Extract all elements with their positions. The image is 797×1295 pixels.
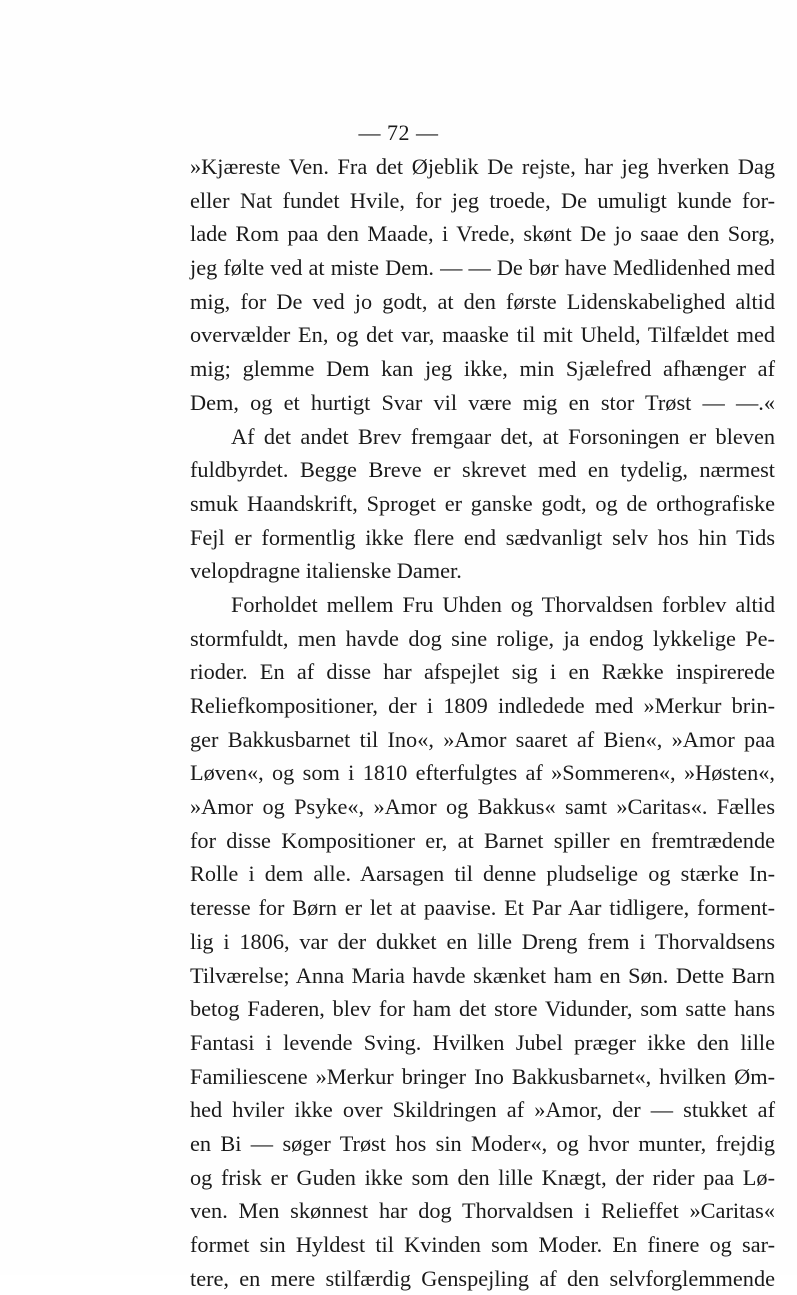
page-number: — 72 — [358, 120, 439, 145]
text-line: teresse for Børn er let at paavise. Et Par Aar tidligere, forment- [190, 895, 775, 921]
text-line: for disse Kompositioner er, at Barnet spiller en fremtrædende [190, 827, 775, 853]
text-line: mig, for De ved jo godt, at den første Lidenskabelighed altid [190, 288, 775, 314]
text-line: ger Bakkusbarnet til Ino«, »Amor saaret af Bien«, »Amor paa [190, 726, 775, 752]
text-line: overvælder En, og det var, maaske til mit Uheld, Tilfældet med [190, 322, 775, 348]
text-line: Dem, og et hurtigt Svar vil være mig en stor Trøst — —.« [190, 389, 775, 415]
text-line: velopdragne italienske Damer. [190, 558, 462, 584]
text-line: Fantasi i levende Sving. Hvilken Jubel præger ikke den lille [190, 1029, 775, 1055]
text-line: ven. Men skønnest har dog Thorvaldsen i Relieffet »Caritas« [190, 1198, 775, 1224]
text-line: Fejl er formentlig ikke flere end sædvanligt selv hos hin Tids [190, 524, 775, 550]
text-line: Løven«, og som i 1810 efterfulgtes af »Sommeren«, »Høsten«, [190, 760, 775, 786]
text-line: »Amor og Psyke«, »Amor og Bakkus« samt »Caritas«. Fælles [190, 794, 775, 820]
text-line: betog Faderen, blev for ham det store Vidunder, som satte hans [190, 996, 775, 1022]
text-line: Af det andet Brev fremgaar det, at Forsoningen er bleven [231, 423, 775, 449]
text-line: hed hviler ikke over Skildringen af »Amor, der — stukket af [190, 1097, 775, 1123]
text-line: eller Nat fundet Hvile, for jeg troede, De umuligt kunde for- [190, 187, 775, 213]
text-line: Reliefkompositioner, der i 1809 indledede med »Merkur brin- [190, 693, 775, 718]
text-line: lade Rom paa den Maade, i Vrede, skønt De jo saae den Sorg, [190, 221, 775, 247]
text-line: formet sin Hyldest til Kvinden som Moder. En finere og sar- [190, 1232, 775, 1257]
text-line: rioder. En af disse har afspejlet sig i en Række inspirerede [190, 659, 775, 685]
text-line: mig; glemme Dem kan jeg ikke, min Sjælefred afhænger af [190, 356, 775, 382]
text-line: »Kjæreste Ven. Fra det Øjeblik De rejste, har jeg hverken Dag [190, 154, 775, 179]
text-line: en Bi — søger Trøst hos sin Moder«, og hvor munter, frejdig [190, 1130, 775, 1156]
text-line: jeg følte ved at miste Dem. — — De bør have Medlidenhed med [190, 255, 775, 281]
text-line: Tilværelse; Anna Maria havde skænket ham en Søn. Dette Barn [190, 962, 775, 988]
text-line: Familiescene »Merkur bringer Ino Bakkusbarnet«, hvilken Øm- [190, 1063, 775, 1089]
text-line: fuldbyrdet. Begge Breve er skrevet med en tydelig, nærmest [190, 457, 775, 483]
text-line: Rolle i dem alle. Aarsagen til denne pludselige og stærke In- [190, 861, 775, 887]
text-line: lig i 1806, var der dukket en lille Dreng frem i Thorvaldsens [190, 928, 775, 954]
body-text [190, 150, 775, 1295]
text-line: stormfuldt, men havde dog sine rolige, ja endog lykkelige Pe- [190, 625, 775, 651]
text-line: og frisk er Guden ikke som den lille Knægt, der rider paa Lø- [190, 1164, 775, 1190]
text-line: smuk Haandskrift, Sproget er ganske godt, og de orthografiske [190, 490, 775, 516]
text-line: tere, en mere stilfærdig Genspejling af den selvforglemmende [190, 1265, 775, 1291]
text-line: Forholdet mellem Fru Uhden og Thorvaldsen forblev altid [231, 591, 775, 617]
